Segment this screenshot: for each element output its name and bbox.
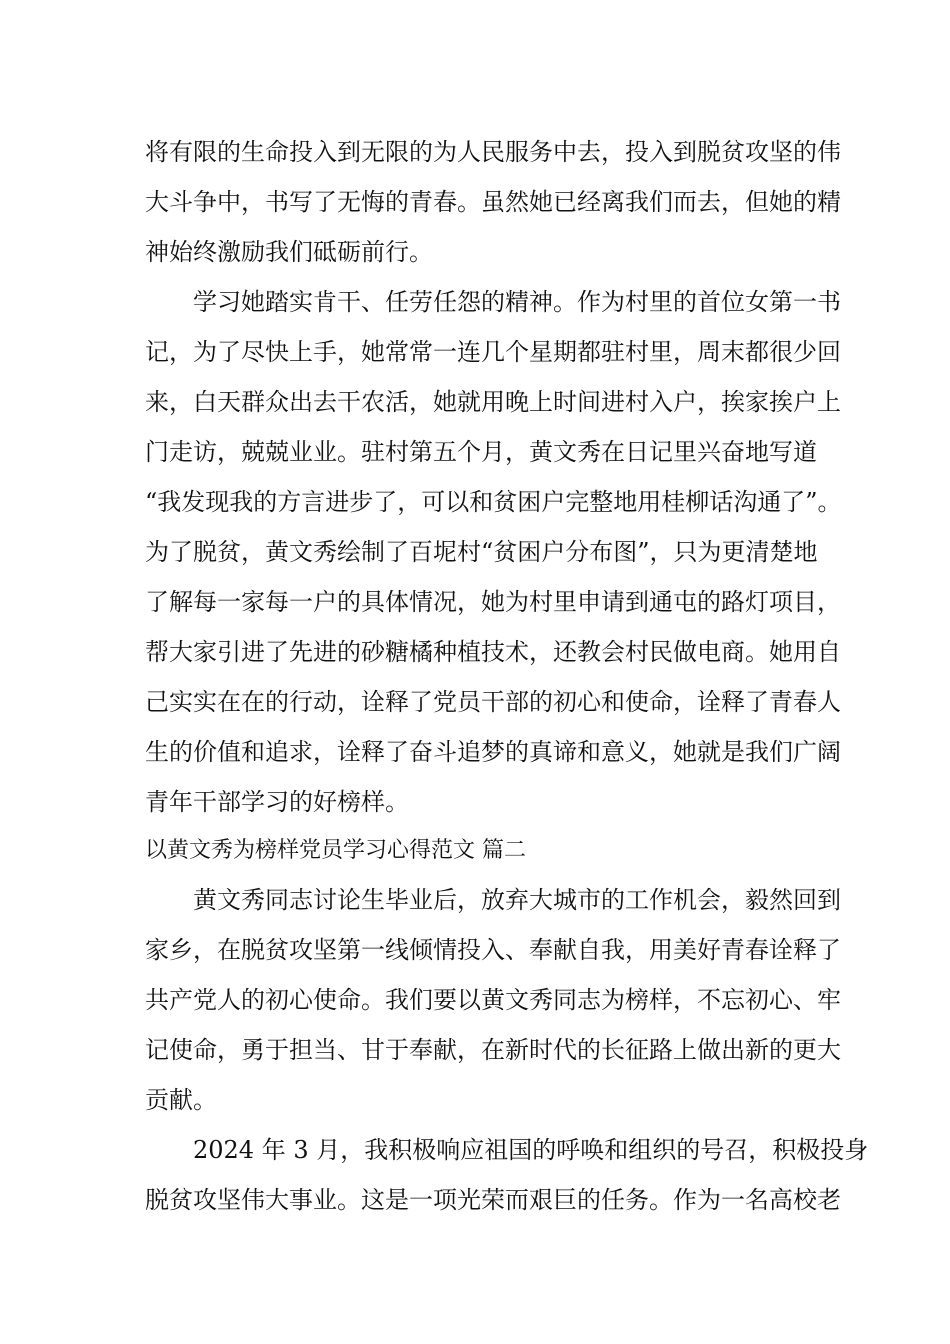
text-line: 来，白天群众出去干农活，她就用晚上时间进村入户，挨家挨户上 — [145, 388, 841, 416]
section-heading: 以黄文秀为榜样党员学习心得范文 篇二 — [145, 838, 526, 863]
text-line: 家乡，在脱贫攻坚第一线倾情投入、奉献自我，用美好青春诠释了 — [145, 936, 841, 964]
text-line: 脱贫攻坚伟大事业。这是一项光荣而艰巨的任务。作为一名高校老 — [145, 1186, 841, 1214]
text-line: “我发现我的方言进步了，可以和贫困户完整地用桂柳话沟通了”。 — [145, 488, 842, 516]
text-line: 生的价值和追求，诠释了奋斗追梦的真谛和意义，她就是我们广阔 — [145, 738, 841, 766]
text-line: 记，为了尽快上手，她常常一连几个星期都驻村里，周末都很少回 — [145, 338, 841, 366]
text-line: 为了脱贫，黄文秀绘制了百坭村“贫困户分布图”，只为更清楚地 — [145, 538, 818, 566]
paragraph-first-line: 2024 年 3 月，我积极响应祖国的呼唤和组织的号召，积极投身 — [193, 1136, 869, 1164]
text-line: 贡献。 — [145, 1086, 217, 1114]
text-line: 门走访，兢兢业业。驻村第五个月，黄文秀在日记里兴奋地写道 — [145, 438, 817, 466]
text-line: 青年干部学习的好榜样。 — [145, 788, 409, 816]
paragraph-first-line: 学习她踏实肯干、任劳任怨的精神。作为村里的首位女第一书 — [193, 288, 841, 316]
text-line: 了解每一家每一户的具体情况，她为村里申请到通屯的路灯项目， — [145, 588, 841, 616]
text-line: 大斗争中，书写了无悔的青春。虽然她已经离我们而去，但她的精 — [145, 188, 841, 216]
paragraph-first-line: 黄文秀同志讨论生毕业后，放弃大城市的工作机会，毅然回到 — [193, 886, 841, 914]
text-line: 记使命，勇于担当、甘于奉献，在新时代的长征路上做出新的更大 — [145, 1036, 841, 1064]
text-line: 己实实在在的行动，诠释了党员干部的初心和使命，诠释了青春人 — [145, 688, 841, 716]
text-line: 共产党人的初心使命。我们要以黄文秀同志为榜样，不忘初心、牢 — [145, 986, 841, 1014]
text-line: 将有限的生命投入到无限的为人民服务中去，投入到脱贫攻坚的伟 — [145, 138, 841, 166]
text-line: 帮大家引进了先进的砂糖橘种植技术，还教会村民做电商。她用自 — [145, 638, 841, 666]
text-line: 神始终激励我们砥砺前行。 — [145, 238, 433, 266]
